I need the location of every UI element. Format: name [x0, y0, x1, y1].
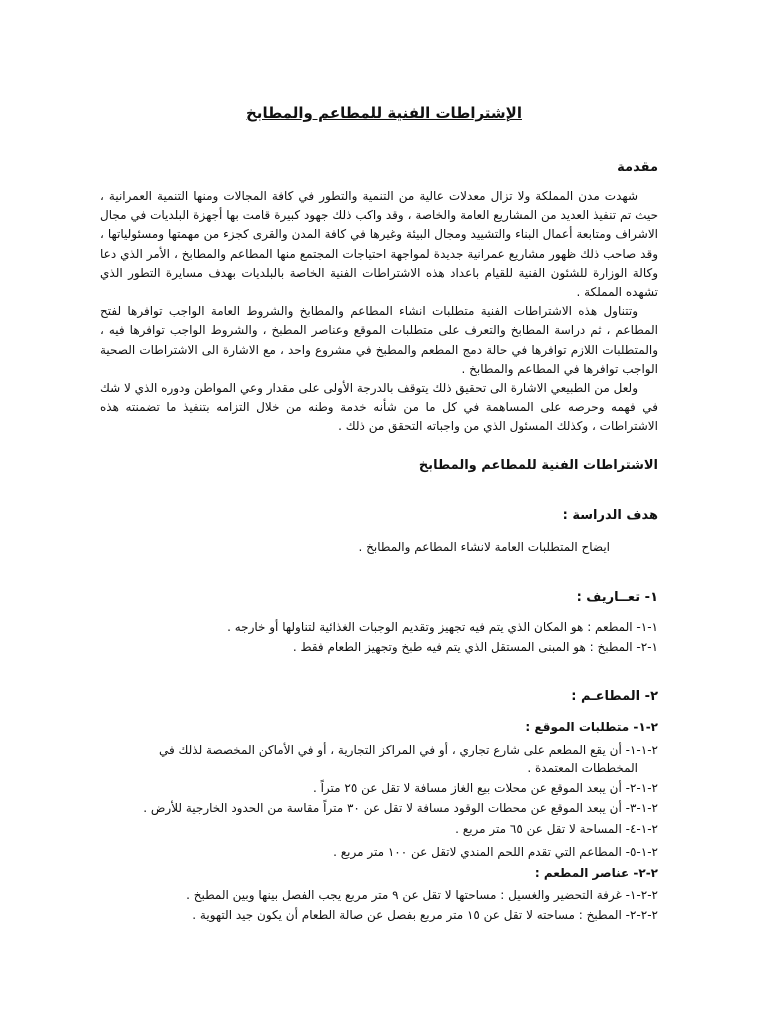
site-item: المخططات المعتمدة .: [527, 761, 638, 775]
site-item: ٢-١-١- أن يقع المطعم على شارع تجاري ، أو في المراكز التجارية ، أو في الأماكن المخصصة لذلك في: [158, 743, 658, 757]
intro-heading: مقدمة: [617, 160, 658, 175]
definition-item: ١-١- المطعم : هو المكان الذي يتم فيه تجهيز وتقديم الوجبات الغذائية لتناولها أو خارجه .: [227, 620, 658, 634]
restaurant-elements-heading: ٢-٢- عناصر المطعم :: [534, 866, 658, 880]
site-item: ٢-١-٣- أن يبعد الموقع عن محطات الوقود مسافة لا تقل عن ٣٠ متراً مقاسة من الحدود الخارجية للأرض .: [143, 801, 658, 815]
page-title: الإشتراطات الفنية للمطاعم والمطابخ: [246, 104, 522, 122]
intro-paragraph-3: ولعل من الطبيعي الاشارة الى تحقيق ذلك يتوقف بالدرجة الأولى على مقدار وعي المواطن ودوره الذي لا شك في فهمه وحرصه على المساهمة في كل ما من شأنه خدمة وطنه من خلال التزامه بتنفيذ ما تضمنته هذه الاشتراطات ، وكذلك المسئول الذي من واجباته التحقق من ذلك .: [100, 381, 658, 434]
goal-heading: هدف الدراسة :: [562, 508, 658, 523]
intro-text: [100, 187, 658, 437]
restaurant-element-item: ٢-٢-١- غرفة التحضير والغسيل : مساحتها لا تقل عن ٩ متر مربع يجب الفصل بينها وبين المطبخ .: [186, 888, 658, 902]
restaurants-heading: ٢- المطاعـم :: [571, 689, 658, 704]
site-item: ٢-١-٤- المساحة لا تقل عن ٦٥ متر مربع .: [455, 822, 658, 836]
definition-item: ١-٢- المطبخ : هو المبنى المستقل الذي يتم فيه طبخ وتجهيز الطعام فقط .: [292, 640, 658, 654]
site-item: ٢-١-٥- المطاعم التي تقدم اللحم المندي لاتقل عن ١٠٠ متر مربع .: [333, 845, 658, 859]
restaurant-element-item: ٢-٢-٢- المطبخ : مساحته لا تقل عن ١٥ متر مربع بفصل عن صالة الطعام أن يكون جيد التهوية .: [192, 908, 658, 922]
section-title: الاشتراطات الفنية للمطاعم والمطابخ: [418, 458, 658, 473]
intro-paragraph-1: شهدت مدن المملكة ولا تزال معدلات عالية من التنمية والتطور في كافة المجالات ومنها التنمية العمرانية ، حيث تم تنفيذ العديد من المشاريع العامة والخاصة ، وقد واكب ذلك جهود كبيرة قامت بها أجهزة البلديات في مجال الاشراف ومتابعة أعمال البناء والتشييد ومجال البيئة وغيرها في كافة المدن والقرى كجزء من مهمتها ومسئولياتها ، وقد صاحب ذلك ظهور مشاريع عمرانية جديدة لمواجهة احتياجات المجتمع منها المطاعم والمطابخ ، الأمر الذي دعا وكالة الوزارة للشئون الفنية للقيام باعداد هذه الاشتراطات الفنية الخاصة بالبلديات بهدف مسايرة التطور الذي تشهده المملكة .: [100, 189, 658, 300]
intro-paragraph-2: وتتناول هذه الاشتراطات الفنية متطلبات انشاء المطاعم والمطابخ والشروط العامة الواجب توافرها لفتح المطاعم ، ثم دراسة المطابخ والتعرف على متطلبات الموقع وعناصر المطبخ ، والشروط الواجب توافرها فيه ، والمتطلبات اللازم توافرها في حالة دمج المطعم والمطبخ في مشروع واحد ، مع الاشارة الى الاشتراطات الصحية الواجب توافرها في المطاعم والمطابخ .: [100, 304, 658, 376]
goal-text: ايضاح المتطلبات العامة لانشاء المطاعم والمطابخ .: [358, 540, 610, 554]
definitions-heading: ١- تعــاريف :: [576, 590, 658, 605]
site-item: ٢-١-٢- أن يبعد الموقع عن محلات بيع الغاز مسافة لا تقل عن ٢٥ متراً .: [312, 781, 658, 795]
site-requirements-heading: ٢-١- متطلبات الموقع :: [525, 720, 658, 734]
